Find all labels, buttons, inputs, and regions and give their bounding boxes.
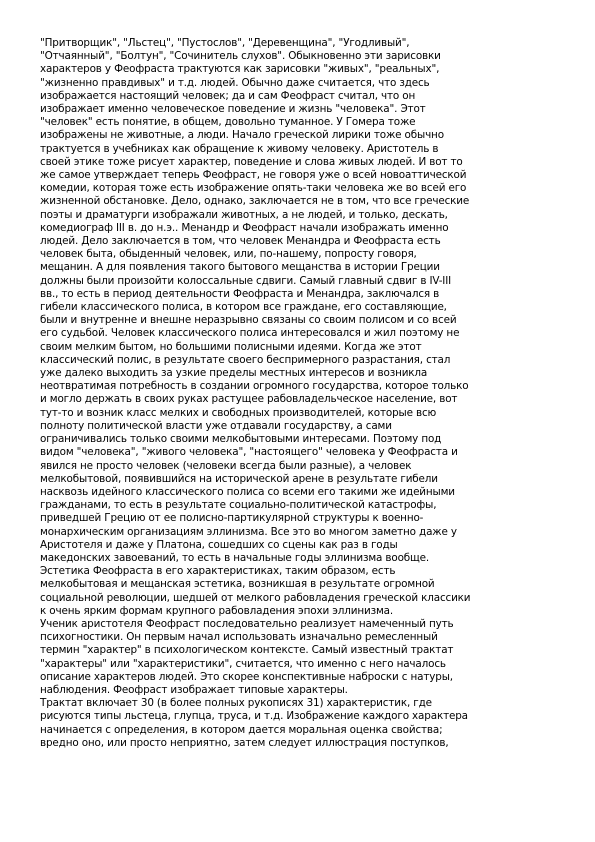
text-line: жизненной обстановке. Дело, однако, заключается не в том, что все греческие xyxy=(40,195,470,208)
text-line: наблюдения. Феофраст изображает типовые характеры. xyxy=(40,683,348,696)
text-line: изображает именно человеческое поведение и жизнь "человека". Этот xyxy=(40,103,426,116)
text-line: и могло держать в своих руках растущее рабовладельческое население, вот xyxy=(40,393,458,406)
text-line: комедии, которая тоже есть изображение опять-таки человека же во всей его xyxy=(40,182,467,195)
text-line: вв., то есть в период деятельности Феофраста и Менандра, заключался в xyxy=(40,287,440,300)
text-line: были и внутренне и внешне неразрывно связаны со своим полисом и со всей xyxy=(40,314,457,327)
text-line: поэты и драматурги изображали животных, а не людей, и только, дескать, xyxy=(40,208,448,221)
text-line: явился не просто человек (человеки всегда были разные), а человек xyxy=(40,459,412,472)
text-line: трактуется в учебниках как обращение к живому человеку. Аристотель в xyxy=(40,142,439,155)
text-line: изображается настоящий человек; да и сам Феофраст считал, что он xyxy=(40,89,416,102)
text-line: термин "характер" в психологическом контексте. Самый известный трактат xyxy=(40,644,454,657)
text-line: "жизненно правдивых" и т.д. людей. Обычно даже считается, что здесь xyxy=(40,76,430,89)
text-line: описание характеров людей. Это скорее конспективные наброски с натуры, xyxy=(40,670,453,683)
text-line: психогностики. Он первым начал использовать изначально ремесленный xyxy=(40,631,438,644)
text-line: Аристотеля и даже у Платона, сошедших со сцены как раз в годы xyxy=(40,538,398,551)
text-line: монархическим организациям эллинизма. Все это во многом заметно даже у xyxy=(40,525,457,538)
text-line: должны были произойти колоссальные сдвиги. Самый главный сдвиг в IV-III xyxy=(40,274,452,287)
text-line: своей этике тоже рисует характер, поведение и слова живых людей. И вот то xyxy=(40,155,463,168)
text-line: неотвратимая потребность в создании огромного государства, которое только xyxy=(40,380,469,393)
text-line: характеров у Феофраста трактуются как зарисовки "живых", "реальных", xyxy=(40,63,440,76)
text-line: уже далеко выходить за узкие пределы местных интересов и возникла xyxy=(40,367,428,380)
text-line: социальной революции, шедшей от мелкого рабовладения греческой классики xyxy=(40,591,471,604)
text-line: к очень ярким формам крупного рабовладения эпохи эллинизма. xyxy=(40,604,394,617)
text-line: человек быта, обыденный человек, или, по-нашему, попросту говоря, xyxy=(40,248,417,261)
text-line: Трактат включает 30 (в более полных рукописях 31) характеристик, где xyxy=(40,697,432,710)
text-line: "Притворщик", "Льстец", "Пустослов", "Деревенщина", "Угодливый", xyxy=(40,37,410,49)
text-line: насквозь идейного классического полиса со всеми его такими же идейными xyxy=(40,485,455,498)
text-line: "характеры" или "характеристики", считается, что именно с него началось xyxy=(40,657,446,670)
text-line: Эстетика Феофраста в его характеристиках, таким образом, есть xyxy=(40,565,396,578)
text-line: рисуются типы льстеца, глупца, труса, и т.д. Изображение каждого характера xyxy=(40,710,468,723)
text-line: гражданами, то есть в результате социально-политической катастрофы, xyxy=(40,499,437,512)
text-line: начинается с определения, в котором дается моральная оценка свойства; xyxy=(40,723,443,736)
text-line: людей. Дело заключается в том, что человек Менандра и Феофраста есть xyxy=(40,235,441,248)
text-line: ограничивались только своими мелкобытовыми интересами. Поэтому под xyxy=(40,433,442,446)
text-line: мелкобытовой, появившийся на исторической арене в результате гибели xyxy=(40,472,438,485)
text-line: же самое утверждает теперь Феофраст, не говоря уже о всей новоаттической xyxy=(40,169,467,182)
text-line: своим мелким бытом, но большими полисными идеями. Когда же этот xyxy=(40,340,422,353)
text-line: полноту политической власти уже отдавали государству, а сами xyxy=(40,419,392,432)
text-line: Ученик аристотеля Феофраст последовательно реализует намеченный путь xyxy=(40,617,454,630)
text-line: классический полис, в результате своего беспримерного разрастания, стал xyxy=(40,353,451,366)
text-line: тут-то и возник класс мелких и свободных производителей, которые всю xyxy=(40,406,437,419)
text-line: видом "человека", "живого человека", "настоящего" человека у Феофраста и xyxy=(40,446,458,459)
text-line: комедиограф III в. до н.э.. Менандр и Феофраст начали изображать именно xyxy=(40,221,449,234)
text-line: мелкобытовая и мещанская эстетика, возникшая в результате огромной xyxy=(40,578,435,591)
text-line: "Отчаянный", "Болтун", "Сочинитель слухов". Обыкновенно эти зарисовки xyxy=(40,50,441,63)
text-line: македонских завоеваний, то есть в начальные годы эллинизма вообще. xyxy=(40,551,430,564)
text-line: его судьбой. Человек классического полиса интересовался и жил поэтому не xyxy=(40,327,460,340)
text-line: приведшей Грецию от ее полисно-партикулярной структуры к военно- xyxy=(40,512,424,525)
text-line: изображены не животные, а люди. Начало греческой лирики тоже обычно xyxy=(40,129,444,142)
text-line: вредно оно, или просто неприятно, затем следует иллюстрация поступков, xyxy=(40,736,449,749)
document-body xyxy=(40,37,560,750)
text-line: мещанин. А для появления такого бытового мещанства в истории Греции xyxy=(40,261,440,274)
text-line: "человек" есть понятие, в общем, довольно туманное. У Гомера тоже xyxy=(40,116,416,129)
text-line: гибели классического полиса, в котором все граждане, его составляющие, xyxy=(40,301,447,314)
